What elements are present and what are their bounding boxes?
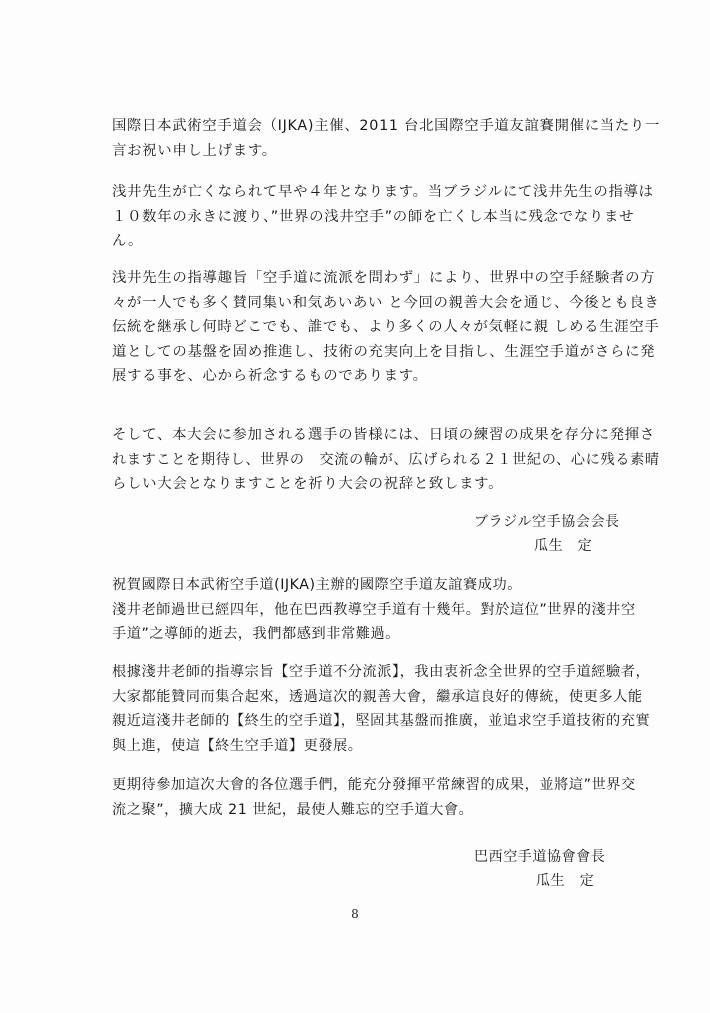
- cn-signature: [474, 845, 605, 893]
- text-line: 々が一人でも多く賛同集い和気あいあい と今回の親善大会を通じ、今後とも良き: [112, 294, 660, 311]
- jp-paragraph-3: [112, 266, 660, 389]
- jp-signature: [474, 510, 620, 558]
- text-line: そして、本大会に参加される選手の皆様には、日頃の練習の成果を存分に発揮さ: [112, 427, 655, 443]
- text-line: 言お祝い申し上げます。: [112, 142, 277, 159]
- text-line: ん。: [112, 233, 144, 249]
- page-number: 8: [351, 907, 359, 921]
- text-line: 手道”之導師的逝去，我們都感到非常難過。: [112, 626, 400, 642]
- jp-paragraph-1: [112, 114, 661, 163]
- text-line: 流之聚”，擴大成 21 世紀，最使人難忘的空手道大會。: [112, 801, 474, 818]
- text-line: 祝賀國際日本武術空手道(IJKA)主辦的國際空手道友誼賽成功。: [112, 577, 522, 593]
- text-line: 浅井先生の指導趣旨「空手道に流派を問わず」により、世界中の空手経験者の方: [112, 270, 656, 286]
- text-line: 親近這淺井老師的【終生的空手道】，堅固其基盤而推廣，並追求空手道技術的充實: [112, 713, 651, 729]
- jp-paragraph-4: [112, 423, 660, 497]
- text-line: 大家都能贊同而集合起來，透過這次的親善大會，繼承這良好的傳統，使更多人能: [112, 688, 643, 705]
- text-line: 道としての基盤を固め推進し、技術の充実向上を目指し、生涯空手道がさらに発: [112, 343, 656, 360]
- cn-paragraph-2: [112, 660, 657, 758]
- text-line: １０数年の永きに渡り、”世界の浅井空手”の師を亡くし本当に残念でなりませ: [112, 208, 635, 225]
- text-line: 国際日本武術空手道会（IJKA)主催、2011 台北国際空手道友誼賽開催に当たり一: [112, 118, 661, 134]
- jp-paragraph-2: [112, 180, 657, 254]
- signature-title: 巴西空手道協會會長: [474, 849, 606, 865]
- cn-paragraph-3: [112, 773, 657, 822]
- signature-name: 瓜生 定: [536, 873, 595, 889]
- cn-paragraph-1: [112, 573, 657, 647]
- text-line: 根據淺井老師的指導宗旨【空手道不分流派】，我由衷祈念全世界的空手道經驗者，: [112, 664, 651, 680]
- text-line: 淺井老師過世已經四年，他在巴西教導空手道有十幾年。對於這位”世界的淺井空: [112, 601, 636, 618]
- text-line: 展する事を、心から祈念するものであります。: [112, 368, 428, 384]
- text-line: 更期待參加這次大會的各位選手們，能充分發揮平常練習的成果，並將這”世界交: [112, 777, 636, 793]
- signature-title: ブラジル空手協会会長: [474, 514, 620, 530]
- text-line: らしい大会となりますことを祈り大会の祝辞と致します。: [112, 476, 504, 492]
- text-line: 與上進，使這【終生空手道】更發展。: [112, 737, 363, 754]
- text-line: れますことを期待し、世界の 交流の輪が、広げられる２１世紀の、心に残る素晴: [112, 451, 660, 468]
- text-line: 浅井先生が亡くなられて早や４年となります。当ブラジルにて浅井先生の指導は: [112, 184, 654, 200]
- text-line: 伝統を継承し何時どこでも、誰でも、より多くの人々が気軽に親 しめる生涯空手: [112, 319, 660, 335]
- signature-name: 瓜生 定: [534, 538, 593, 554]
